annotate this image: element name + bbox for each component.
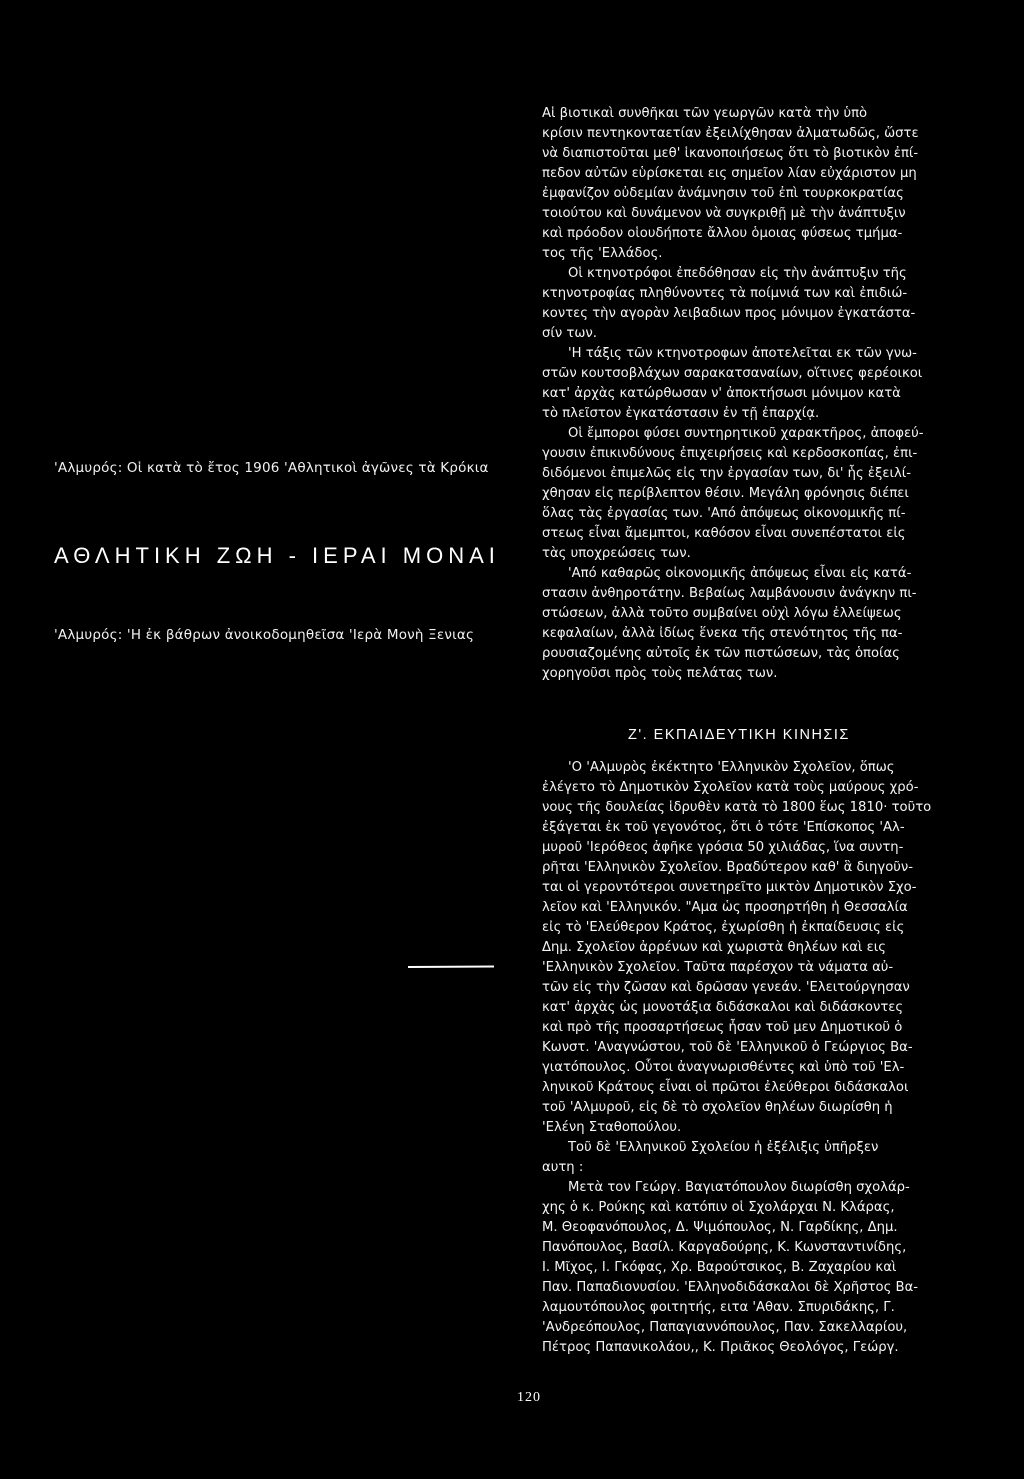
- text-line: χης ὁ κ. Ρούκης καὶ κατόπιν οἱ Σχολάρχαι Ν. Κλάρας,: [542, 1200, 895, 1215]
- text-line: 'Ελληνικὸν Σχολεῖον. Ταῦτα παρέσχον τὰ νάματα αὐ-: [542, 960, 894, 975]
- text-line: καὶ πρόοδον οἱουδήποτε ἄλλου ὁμοιας φύσεως τμήμα-: [542, 226, 903, 241]
- text-line: τὰς υποχρεώσεις των.: [542, 546, 691, 561]
- text-line: ἐμφανίζον οὐδεμίαν ἀνάμνησιν τοῦ ἐπὶ τουρκοκρατίας: [542, 186, 904, 201]
- text-line: τος τῆς 'Ελλάδος.: [542, 246, 663, 261]
- text-line: χθησαν εἰς περίβλεπτον θέσιν. Μεγάλη φρόνησις διέπει: [542, 486, 909, 501]
- text-line: μυροῦ 'Ιερόθεος ἀφῆκε γρόσια 50 χιλιάδας, ἵνα συντη-: [542, 840, 904, 855]
- article-column-bottom: [542, 758, 972, 1358]
- chapter-title: Ζ'. ΕΚΠΑΙΔΕΥΤΙΚΗ ΚΙΝΗΣΙΣ: [628, 727, 850, 743]
- photo-caption-athletic-games: 'Αλμυρός: Οἱ κατὰ τὸ ἔτος 1906 'Αθλητικοὶ ἀγῶνες τὰ Κρόκια: [54, 460, 489, 476]
- text-line: στῶν κουτσοβλάχων σαρακατσαναίων, οἵτινες φερέοικοι: [542, 366, 923, 381]
- text-line: 'Από καθαρῶς οἰκονομικῆς ἀπόψεως εἶναι εἰς κατά-: [568, 566, 912, 581]
- text-line: ρουσιαζομένης αὐτοῖς ἐκ τῶν πιστώσεων, τὰς ὁποίας: [542, 646, 900, 661]
- text-line: λεῖον καὶ 'Ελληνικόν. "Αμα ὡς προσηρτήθη ἡ Θεσσαλία: [542, 900, 908, 915]
- text-line: Οἱ κτηνοτρόφοι ἐπεδόθησαν εἰς τὴν ἀνάπτυξιν τῆς: [568, 266, 907, 281]
- text-line: Μετὰ τον Γεώργ. Βαγιατόπουλον διωρίσθη σχολάρ-: [568, 1180, 910, 1195]
- section-title: ΑΘΛΗΤΙΚΗ ΖΩΗ - ΙΕΡΑΙ ΜΟΝΑΙ: [54, 543, 500, 568]
- text-line: ρῆται 'Ελληνικὸν Σχολεῖον. Βραδύτερον καθ' ἃ διηγοῦν-: [542, 860, 914, 875]
- text-line: χορηγοῦσι πρὸς τοὺς πελάτας των.: [542, 666, 778, 681]
- text-line: Οἱ ἔμποροι φύσει συντηρητικοῦ χαρακτῆρος, ἀποφεύ-: [568, 426, 924, 441]
- text-line: 'Ελένη Σταθοπούλου.: [542, 1120, 682, 1135]
- decorative-rule: [408, 964, 494, 972]
- text-line: ὅλας τὰς ἐργασίας των. 'Από ἀπόψεως οἰκονομικῆς πί-: [542, 506, 906, 521]
- text-line: τοῦ 'Αλμυροῦ, εἰς δὲ τὸ σχολεῖον θηλέων διωρίσθη ἡ: [542, 1100, 893, 1115]
- article-column-top: [542, 104, 972, 684]
- text-line: 'Ο 'Αλμυρὸς ἐκέκτητο 'Ελληνικὸν Σχολεῖον, ὅπως: [568, 760, 895, 775]
- text-line: Αἱ βιοτικαὶ συνθῆκαι τῶν γεωργῶν κατὰ τὴν ὑπὸ: [542, 106, 868, 121]
- text-line: στεως εἶναι ἄμεμπτοι, καθόσον εἶναι συνεπέστατοι εἰς: [542, 526, 906, 541]
- text-line: τὸ πλεῖστον ἐγκατάστασιν ἐν τῇ ἐπαρχίᾳ.: [542, 406, 820, 421]
- page-number: 120: [517, 1390, 541, 1405]
- text-line: ἐλέγετο τὸ Δημοτικὸν Σχολεῖον κατὰ τοὺς μαύρους χρό-: [542, 780, 919, 795]
- rule-stroke: [408, 967, 494, 968]
- text-line: τοιούτου καὶ δυνάμενον νὰ συγκριθῇ μὲ τὴν ἀνάπτυξιν: [542, 206, 906, 221]
- text-line: Τοῦ δὲ 'Ελληνικοῦ Σχολείου ἡ ἐξέλιξις ὑπῆρξεν: [568, 1140, 879, 1155]
- text-line: γιατόπουλος. Οὗτοι ἀναγνωρισθέντες καὶ ὑπὸ τοῦ 'Ελ-: [542, 1060, 905, 1075]
- text-line: Πέτρος Παπανικολάου,, Κ. Πριᾶκος Θεολόγος, Γεώργ.: [542, 1340, 899, 1355]
- text-line: κτηνοτροφίας πληθύνοντες τὰ ποίμνιά των καὶ ἐπιδιώ-: [542, 286, 908, 301]
- text-line: Μ. Θεοφανόπουλος, Δ. Ψιμόπουλος, Ν. Γαρδίκης, Δημ.: [542, 1220, 898, 1235]
- text-line: Ι. Μῖχος, Ι. Γκόφας, Χρ. Βαρούτσικος, Β. Ζαχαρίου καὶ: [542, 1260, 897, 1275]
- text-line: κεφαλαίων, ἀλλὰ ἰδίως ἕνεκα τῆς στενότητος τῆς πα-: [542, 626, 903, 641]
- text-line: κρίσιν πεντηκονταετίαν ἐξειλίχθησαν ἀλματωδῶς, ὥστε: [542, 126, 919, 141]
- text-line: κατ' ἀρχὰς κατώρθωσαν ν' ἀποκτήσωσι μόνιμον κατὰ: [542, 386, 901, 401]
- text-line: γουσιν ἐπικινδύνους ἐπιχειρήσεις καὶ κερδοσκοπίας, ἐπι-: [542, 446, 918, 461]
- text-line: ἐξάγεται ἐκ τοῦ γεγονότος, ὅτι ὁ τότε 'Επίσκοπος 'Αλ-: [542, 820, 905, 835]
- text-line: ται οἱ γεροντότεροι συνετηρεῖτο μικτὸν Δημοτικὸν Σχο-: [542, 880, 917, 895]
- text-line: στώσεων, ἀλλὰ τοῦτο συμβαίνει οὐχὶ λόγω ἐλλείψεως: [542, 606, 902, 621]
- text-line: Πανόπουλος, Βασίλ. Καργαδούρης, Κ. Κωνσταντινίδης,: [542, 1240, 907, 1255]
- text-line: πεδον αὐτῶν εὑρίσκεται εις σημεῖον λίαν εὐχάριστον μη: [542, 166, 917, 181]
- text-line: 'Η τάξις τῶν κτηνοτροφων ἀποτελεῖται εκ τῶν γνω-: [568, 346, 917, 361]
- text-line: Δημ. Σχολεῖον ἀρρένων καὶ χωριστὰ θηλέων καὶ εις: [542, 940, 886, 955]
- text-line: λαμουτόπουλος φοιτητής, ειτα 'Αθαν. Σπυριδάκης, Γ.: [542, 1300, 895, 1315]
- text-line: νους τῆς δουλείας ἱδρυθὲν κατὰ τὸ 1800 ἕως 1810· τοῦτο: [542, 800, 932, 815]
- text-line: Κωνστ. 'Αναγνώστου, τοῦ δὲ 'Ελληνικοῦ ὁ Γεώργιος Βα-: [542, 1040, 913, 1055]
- text-line: νὰ διαπιστοῦται μεθ' ἱκανοποιήσεως ὅτι τὸ βιοτικὸν ἐπί-: [542, 146, 919, 161]
- text-line: στασιν ἀνθηροτάτην. Βεβαίως λαμβάνουσιν ἀνάγκην πι-: [542, 586, 917, 601]
- text-line: αυτη :: [542, 1160, 584, 1175]
- text-line: τῶν εἰς τὴν ζῶσαν καὶ δρῶσαν γενεάν. 'Ελειτούργησαν: [542, 980, 910, 995]
- text-line: εἰς τὸ 'Ελεύθερον Κράτος, ἐχωρίσθη ἡ ἐκπαίδευσις εἰς: [542, 920, 905, 935]
- text-line: σίν των.: [542, 326, 597, 341]
- text-line: κατ' ἀρχὰς ὡς μονοτάξια διδάσκαλοι καὶ διδάσκοντες: [542, 1000, 904, 1015]
- text-line: Παν. Παπαδιονυσίου. 'Ελληνοδιδάσκαλοι δὲ Χρῆστος Βα-: [542, 1280, 919, 1295]
- text-line: διδόμενοι ἐπιμελῶς εἰς την ἐργασίαν των, δι' ἧς ἐξειλί-: [542, 466, 912, 481]
- photo-caption-monastery: 'Αλμυρός: 'Η ἐκ βάθρων ἀνοικοδομηθεῖσα 'Ιερὰ Μονὴ Ξενιας: [54, 627, 475, 643]
- text-line: κοντες τὴν αγορὰν λειβαδιων προς μόνιμον ἐγκατάστα-: [542, 306, 916, 321]
- text-line: 'Ανδρεόπουλος, Παπαγιαννόπουλος, Παν. Σακελλαρίου,: [542, 1320, 908, 1335]
- text-line: ληνικοῦ Κράτους εἶναι οἱ πρῶτοι ἐλεύθεροι διδάσκαλοι: [542, 1080, 909, 1095]
- text-line: καὶ πρὸ τῆς προσαρτήσεως ἦσαν τοῦ μεν Δημοτικοῦ ὁ: [542, 1020, 903, 1035]
